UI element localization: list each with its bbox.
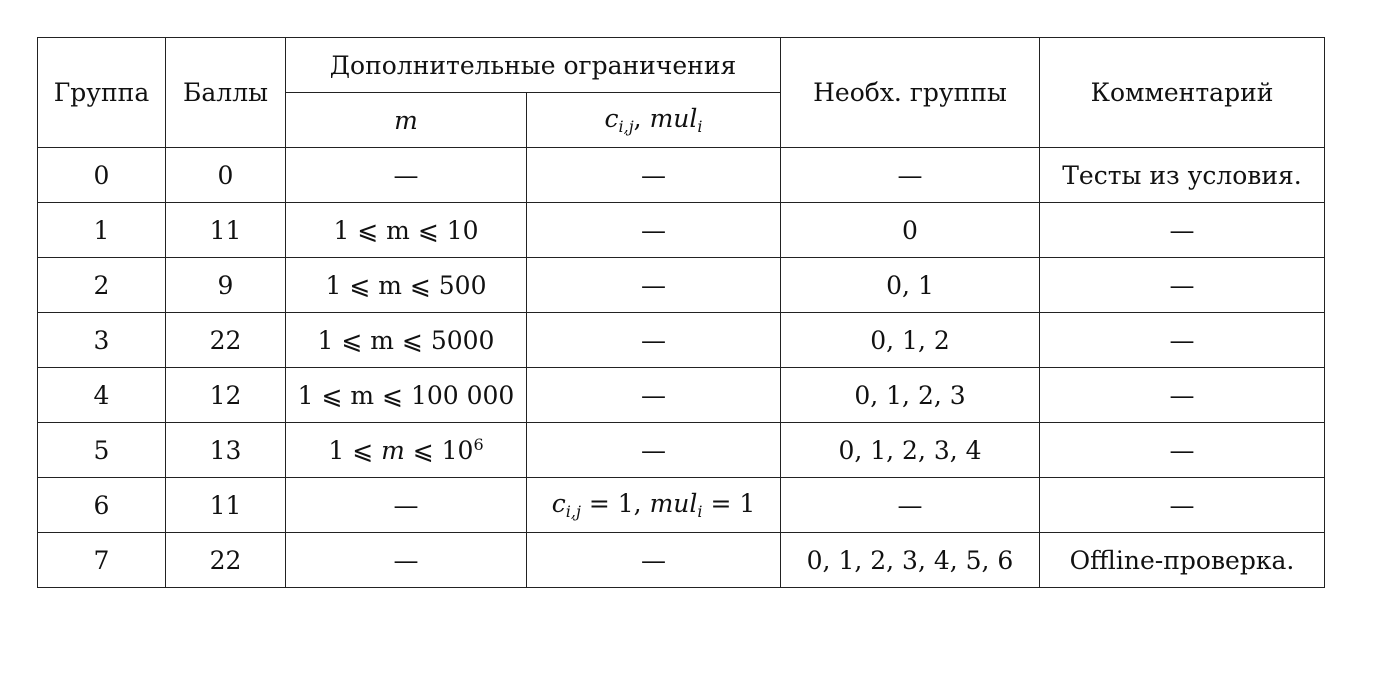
header-group: Группа xyxy=(38,38,166,148)
cell-m: 1 ⩽ m ⩽ 10 xyxy=(286,203,527,258)
cell-m: — xyxy=(286,533,527,588)
cell-required: 0, 1 xyxy=(781,258,1040,313)
m-var: m xyxy=(381,436,405,465)
c-rest: = 1, xyxy=(580,489,650,518)
m-mid: ⩽ 10 xyxy=(404,436,474,465)
cell-c: — xyxy=(527,368,781,423)
subheader-c-mul xyxy=(527,93,781,148)
cell-c: — xyxy=(527,423,781,478)
mul-sub: i xyxy=(697,502,703,521)
cell-group: 5 xyxy=(38,423,166,478)
cell-points: 12 xyxy=(166,368,286,423)
cell-c: — xyxy=(527,313,781,368)
mul-var: mul xyxy=(649,489,698,518)
m-exponent: 6 xyxy=(473,435,484,454)
subheader-c-sub: i,j xyxy=(618,117,634,136)
m-prefix: 1 ⩽ xyxy=(328,436,382,465)
mul-rest: = 1 xyxy=(702,489,756,518)
cell-group: 4 xyxy=(38,368,166,423)
cell-comment: — xyxy=(1040,423,1325,478)
cell-points: 13 xyxy=(166,423,286,478)
subtasks-table xyxy=(37,37,1325,588)
cell-m: — xyxy=(286,478,527,533)
header-comment: Комментарий xyxy=(1040,38,1325,148)
cell-required: 0, 1, 2, 3 xyxy=(781,368,1040,423)
table-row xyxy=(38,148,1325,203)
cell-points: 22 xyxy=(166,533,286,588)
cell-group: 3 xyxy=(38,313,166,368)
table-row xyxy=(38,313,1325,368)
cell-required: — xyxy=(781,148,1040,203)
cell-group: 0 xyxy=(38,148,166,203)
cell-c: — xyxy=(527,533,781,588)
c-var: c xyxy=(551,489,566,518)
header-required-groups: Необх. группы xyxy=(781,38,1040,148)
cell-comment: — xyxy=(1040,203,1325,258)
cell-points: 11 xyxy=(166,478,286,533)
subheader-mul-sub: i xyxy=(697,117,703,136)
subheader-m xyxy=(286,93,527,148)
cell-m: 1 ⩽ m ⩽ 500 xyxy=(286,258,527,313)
cell-m xyxy=(286,423,527,478)
cell-group: 7 xyxy=(38,533,166,588)
cell-comment: Offline-проверка. xyxy=(1040,533,1325,588)
cell-m: — xyxy=(286,148,527,203)
header-row xyxy=(38,38,1325,93)
cell-group: 2 xyxy=(38,258,166,313)
cell-c xyxy=(527,478,781,533)
cell-c: — xyxy=(527,148,781,203)
header-extra-constraints: Дополнительные ограничения xyxy=(286,38,781,93)
cell-c: — xyxy=(527,203,781,258)
cell-required: 0, 1, 2, 3, 4, 5, 6 xyxy=(781,533,1040,588)
cell-required: — xyxy=(781,478,1040,533)
cell-required: 0, 1, 2 xyxy=(781,313,1040,368)
cell-comment: Тесты из условия. xyxy=(1040,148,1325,203)
cell-points: 22 xyxy=(166,313,286,368)
subheader-c-var: c xyxy=(604,104,619,133)
cell-c: — xyxy=(527,258,781,313)
table-row xyxy=(38,203,1325,258)
cell-comment: — xyxy=(1040,313,1325,368)
table-row xyxy=(38,478,1325,533)
table-row xyxy=(38,423,1325,478)
cell-points: 11 xyxy=(166,203,286,258)
subheader-sep: , xyxy=(633,104,650,133)
cell-m: 1 ⩽ m ⩽ 5000 xyxy=(286,313,527,368)
table-row xyxy=(38,258,1325,313)
cell-comment: — xyxy=(1040,368,1325,423)
cell-group: 6 xyxy=(38,478,166,533)
cell-comment: — xyxy=(1040,478,1325,533)
table-row xyxy=(38,533,1325,588)
cell-required: 0 xyxy=(781,203,1040,258)
c-sub: i,j xyxy=(565,502,581,521)
subheader-mul-var: mul xyxy=(649,104,698,133)
cell-comment: — xyxy=(1040,258,1325,313)
cell-points: 9 xyxy=(166,258,286,313)
subheader-m-var: m xyxy=(394,105,418,135)
table-row xyxy=(38,368,1325,423)
cell-group: 1 xyxy=(38,203,166,258)
cell-required: 0, 1, 2, 3, 4 xyxy=(781,423,1040,478)
header-points: Баллы xyxy=(166,38,286,148)
cell-points: 0 xyxy=(166,148,286,203)
cell-m: 1 ⩽ m ⩽ 100 000 xyxy=(286,368,527,423)
